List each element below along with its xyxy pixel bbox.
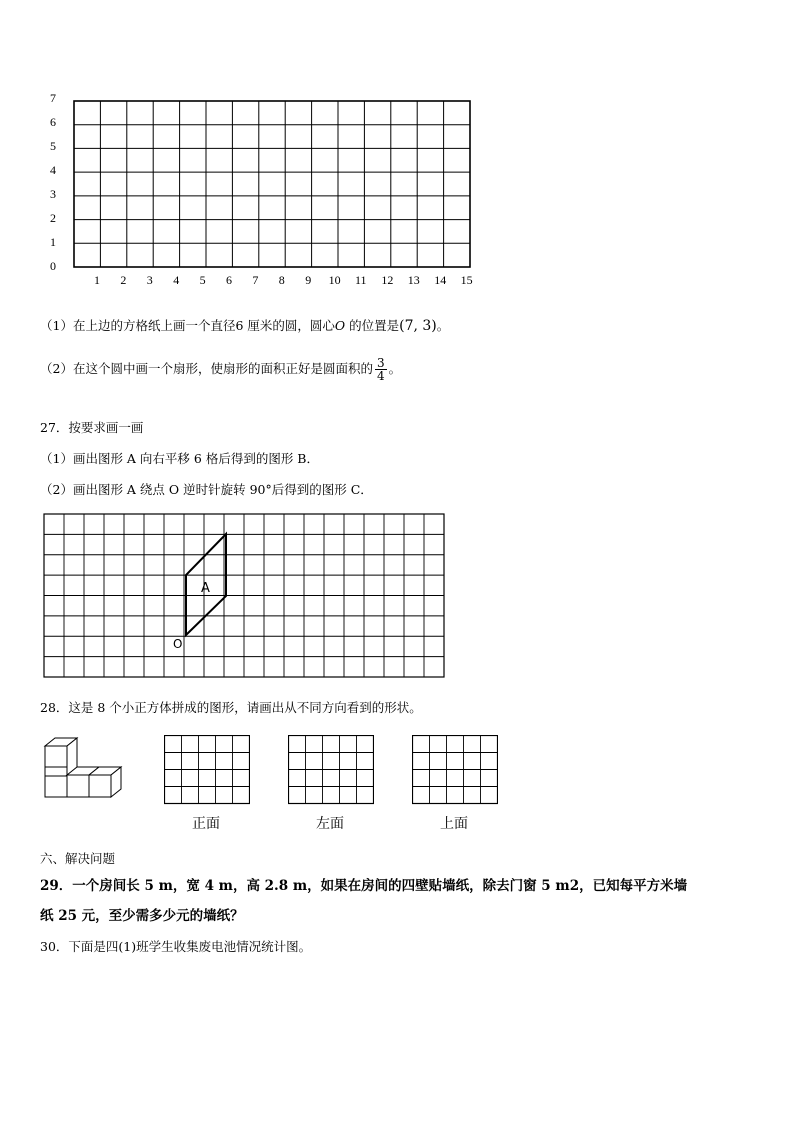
q26-part2: （2）在这个圆中画一个扇形，使扇形的面积正好是圆面积的 $\frac{3}{4}$ 。	[40, 356, 402, 383]
x-tick-label: 2	[120, 273, 127, 287]
left-view-grid	[288, 735, 374, 805]
label-O: O	[173, 637, 183, 651]
x-tick-label: 11	[355, 273, 367, 287]
y-tick-label: 1	[50, 235, 56, 249]
x-tick-label: 9	[305, 273, 312, 287]
x-tick-label: 6	[226, 273, 232, 287]
q27-grid-area	[0, 500, 794, 690]
front-view-label: 正面	[192, 816, 220, 832]
q27-part1: （1）画出图形 A 向右平移 6 格后得到的图形 B．	[40, 451, 319, 466]
x-tick-label: 13	[407, 273, 420, 287]
x-tick-label: 8	[278, 273, 285, 287]
x-tick-label: 5	[199, 273, 206, 287]
q29-line2: 纸 25 元，至少需多少元的墙纸？	[40, 908, 244, 924]
q27-part2: （2）画出图形 A 绕点 O 逆时针旋转 90°后得到的图形 C．	[40, 482, 373, 497]
x-tick-label: 3	[146, 273, 153, 287]
y-tick-label: 4	[50, 163, 56, 177]
top-view-grid	[412, 735, 498, 805]
x-tick-label: 12	[381, 273, 394, 287]
y-tick-label: 3	[50, 187, 56, 201]
q26-part1: （1）在上边的方格纸上画一个直径6 厘米的圆，圆心O 的位置是(7, 3)。	[40, 318, 450, 334]
y-tick-label: 2	[50, 211, 56, 225]
y-tick-label: 0	[50, 259, 56, 273]
x-tick-label: 10	[328, 273, 341, 287]
y-tick-label: 7	[50, 91, 56, 105]
section6-title: 六、解决问题	[40, 851, 116, 866]
x-tick-label: 14	[434, 273, 447, 287]
label-A: A	[201, 581, 210, 596]
q26-grid	[0, 0, 794, 300]
fraction-three-quarters: $\frac{3}{4}$	[376, 356, 385, 383]
q27-title: 27．按要求画一画	[40, 420, 144, 435]
y-tick-label: 5	[50, 139, 56, 153]
q26-grid-area	[0, 0, 794, 300]
cube-stack-figure	[40, 736, 130, 800]
q29-line1: 29．一个房间长 5 m，宽 4 m，高 2.8 m，如果在房间的四壁贴墙纸，除去门窗 5 m2，已知每平方米墙	[40, 878, 688, 894]
center-O: O	[334, 318, 346, 333]
left-view-label: 左面	[316, 816, 344, 832]
x-tick-label: 7	[252, 273, 259, 287]
top-view-label: 上面	[440, 816, 468, 832]
center-coordinate: (7, 3)	[399, 318, 437, 334]
x-tick-label: 1	[94, 273, 100, 287]
front-view-grid	[164, 735, 250, 805]
q27-grid	[0, 500, 794, 690]
x-tick-label: 4	[173, 273, 180, 287]
y-tick-label: 6	[50, 115, 56, 129]
q30-text: 30．下面是四(1)班学生收集废电池情况统计图。	[40, 939, 312, 954]
q28-title: 28．这是 8 个小正方体拼成的图形，请画出从不同方向看到的形状。	[40, 700, 422, 715]
x-tick-label: 15	[460, 273, 473, 287]
